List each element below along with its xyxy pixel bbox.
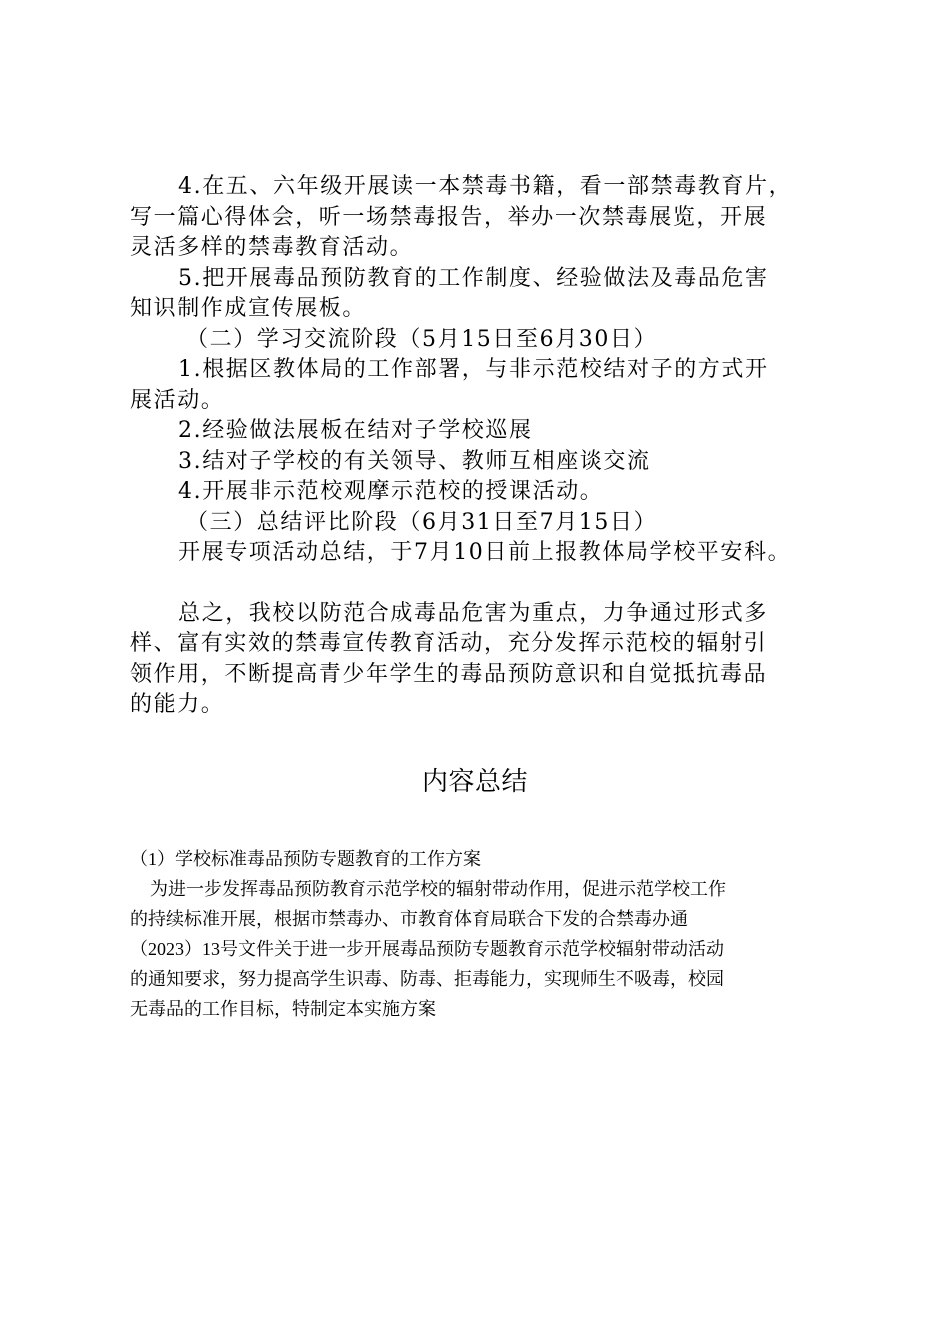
item-5-line-2: 知识制作成宣传展板。 xyxy=(130,296,367,321)
section-2-item-4: 4.开展非示范校观摩示范校的授课活动。 xyxy=(178,479,604,504)
conclusion-line-3: 领作用，不断提高青少年学生的毒品预防意识和自觉抵抗毒品 xyxy=(130,661,768,687)
summary-line-5: 无毒品的工作目标，特制定本实施方案 xyxy=(130,999,436,1019)
summary-line-4: 的通知要求，努力提高学生识毒、防毒、拒毒能力，实现师生不吸毒，校园 xyxy=(130,969,724,989)
summary-line-1: 为进一步发挥毒品预防教育示范学校的辐射带动作用，促进示范学校工作 xyxy=(150,879,726,899)
summary-body xyxy=(130,844,830,1024)
section-2-item-1-line-1: 1.根据区教体局的工作部署，与非示范校结对子的方式开 xyxy=(178,357,769,382)
conclusion-line-1: 总之，我校以防范合成毒品危害为重点，力争通过形式多 xyxy=(178,600,769,626)
section-2-heading: （二）学习交流阶段（5月15日至6月30日） xyxy=(186,326,658,352)
document-body xyxy=(130,172,850,721)
conclusion-line-4: 的能力。 xyxy=(130,692,225,717)
item-5-line-1: 5.把开展毒品预防教育的工作制度、经验做法及毒品危害 xyxy=(178,265,769,291)
section-3-heading: （三）总结评比阶段（6月31日至7月15日） xyxy=(186,509,658,535)
paragraph-spacer xyxy=(130,569,850,599)
summary-title: 内容总结 xyxy=(421,767,528,797)
summary-subtitle: （1）学校标准毒品预防专题教育的工作方案 xyxy=(130,849,481,869)
summary-line-2: 的持续标准开展，根据市禁毒办、市教育体育局联合下发的合禁毒办通 xyxy=(130,909,688,929)
conclusion-line-2: 样、富有实效的禁毒宣传教育活动，充分发挥示范校的辐射引 xyxy=(130,631,768,656)
item-4-line-1: 4.在五、六年级开展读一本禁毒书籍，看一部禁毒教育片， xyxy=(178,174,793,199)
section-2-item-3: 3.结对子学校的有关领导、教师互相座谈交流 xyxy=(178,448,651,474)
section-2-item-2: 2.经验做法展板在结对子学校巡展 xyxy=(178,418,533,443)
section-3-text: 开展专项活动总结，于7月10日前上报教体局学校平安科。 xyxy=(178,540,792,565)
section-2-item-1-line-2: 展活动。 xyxy=(130,387,225,413)
item-4-line-3: 灵活多样的禁毒教育活动。 xyxy=(130,235,414,260)
summary-line-3: （2023）13号文件关于进一步开展毒品预防专题教育示范学校辐射带动活动 xyxy=(130,939,724,959)
item-4-line-2: 写一篇心得体会，听一场禁毒报告，举办一次禁毒展览，开展 xyxy=(130,204,768,230)
